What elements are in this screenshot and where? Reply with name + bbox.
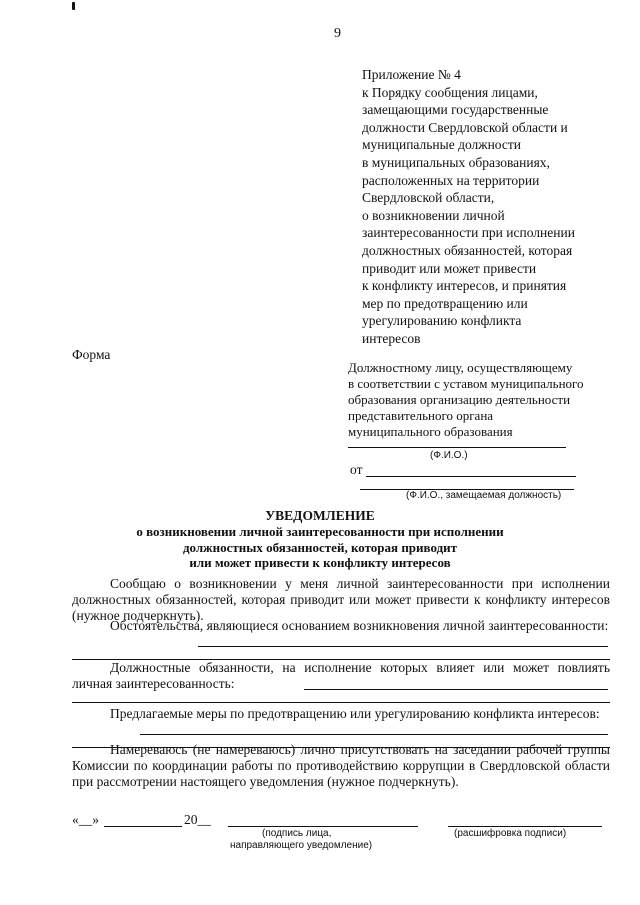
appendix-heading: Приложение № 4 [362,67,461,82]
circumstances-line[interactable] [198,646,608,647]
addressee-line: образования организацию деятельности [348,392,571,407]
subtitle-line: о возникновении личной заинтересованности при исполнении [136,524,504,539]
date-year: 20__ [184,812,211,827]
paragraph-text: Намереваюсь (не намереваюсь) лично присутствовать на заседании рабочей группы Комиссии по координации работы по противодействию коррупции в Свердловской области при рассмотрении настоящего уведомления (нужное подчеркнуть). [72,742,610,790]
appendix-line: замещающими государственные [362,102,549,118]
signature-caption-2: направляющего уведомление) [230,840,373,851]
addressee-line: Должностному лицу, осуществляющему [348,360,573,375]
date-month-line[interactable] [104,826,182,827]
paragraph-circumstances [72,618,610,634]
appendix-line: должности Свердловской области и [362,119,568,135]
paragraph-duties [72,660,610,692]
paragraph-measures [72,706,610,722]
date-day: «__» [72,812,99,827]
notice-subtitle [60,524,580,571]
appendix-line: муниципальные должности [362,137,522,153]
appendix-line: в муниципальных образованиях, [362,154,550,170]
appendix-line: к Порядку сообщения лицами, [362,84,538,100]
addressee-block [348,360,618,440]
page-number: 9 [334,26,341,41]
subtitle-line: или может привести к конфликту интересов [189,555,451,570]
appendix-line: расположенных на территории [362,172,540,188]
duties-line[interactable] [304,689,608,690]
signature-line[interactable] [228,826,418,827]
appendix-block [362,66,612,348]
appendix-line: интересов [362,330,421,346]
appendix-line: должностных обязанностей, которая [362,242,573,258]
scan-mark [72,2,75,10]
appendix-line: мер по предотвращению или [362,295,528,311]
subtitle-line: должностных обязанностей, которая приводит [182,539,458,555]
from-line[interactable] [366,476,576,477]
signature-decode-line[interactable] [448,826,602,827]
paragraph-attendance [72,742,610,791]
form-label: Форма [72,347,111,362]
appendix-line: Свердловской области, [362,190,495,206]
from-label: от [350,462,363,477]
from-caption: (Ф.И.О., замещаемая должность) [406,490,562,501]
appendix-line: заинтересованности при исполнении [362,225,575,241]
notice-title: УВЕДОМЛЕНИЕ [265,508,375,523]
fio-caption: (Ф.И.О.) [430,450,468,461]
fio-line[interactable] [348,447,566,448]
appendix-line: урегулированию конфликта [362,313,522,329]
paragraph-text: Сообщаю о возникновении у меня личной заинтересованности при исполнении должностных обязанностей, которая приводит или может привести к конфликту интересов (нужное подчеркнуть). [72,576,610,624]
addressee-line: в соответствии с уставом муниципального [348,376,584,391]
paragraph-text: Обстоятельства, являющиеся основанием возникновения личной заинтересованности: [110,618,609,633]
measures-line[interactable] [140,734,608,735]
appendix-line: приводит или может привести [362,260,537,276]
decode-caption: (расшифровка подписи) [454,828,567,839]
signature-caption: (подпись лица, [262,828,332,839]
appendix-line: о возникновении личной [362,207,505,223]
appendix-line: к конфликту интересов, и принятия [362,278,567,294]
duties-line-2[interactable] [72,702,610,703]
paragraph-text: Предлагаемые меры по предотвращению или урегулированию конфликта интересов: [110,706,600,721]
paragraph-text: Должностные обязанности, на исполнение которых влияет или может повлиять личная заинтересованность: [72,660,610,692]
addressee-line: муниципального образования [348,424,513,439]
addressee-line: представительного органа [348,408,494,423]
